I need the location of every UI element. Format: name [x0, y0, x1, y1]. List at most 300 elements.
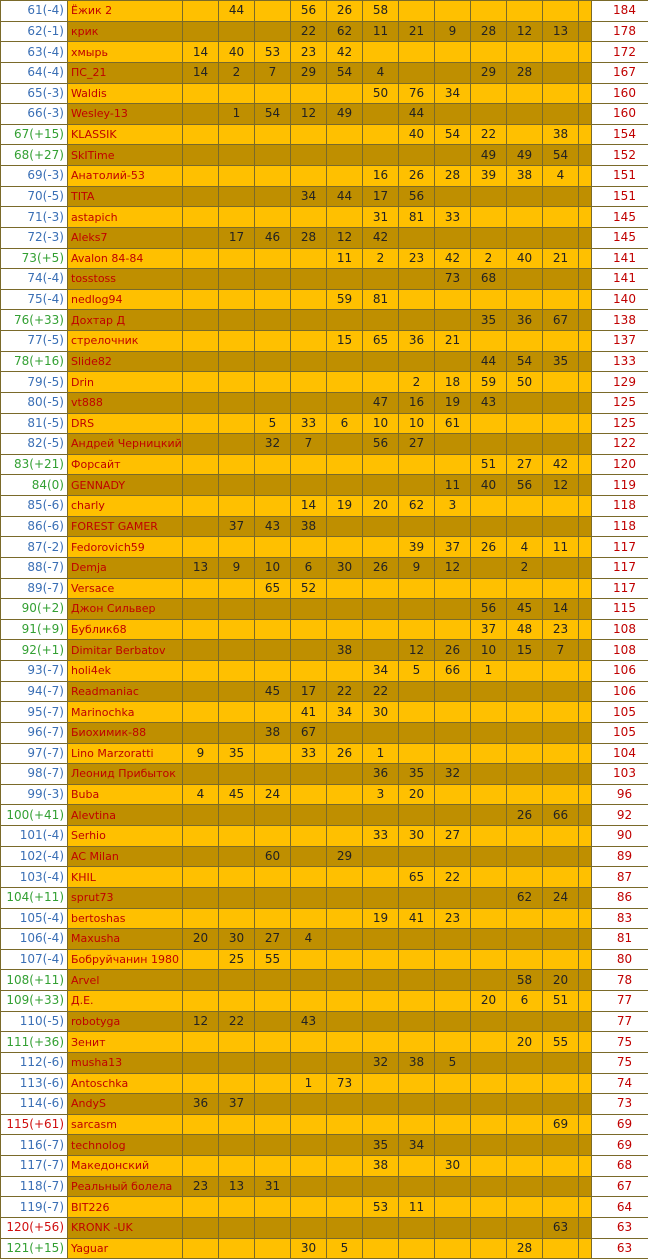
player-name-cell: крик [68, 21, 183, 42]
score-cell [507, 124, 543, 145]
score-cell [219, 372, 255, 393]
total-cell: 75 [592, 1052, 648, 1073]
score-cell [435, 949, 471, 970]
score-cell [183, 908, 219, 929]
player-name-cell: vt888 [68, 392, 183, 413]
total-cell: 137 [592, 331, 648, 352]
spacer-cell [579, 599, 592, 620]
rank-cell: 96(-7) [1, 722, 68, 743]
score-cell: 56 [471, 599, 507, 620]
player-name-cell: DRS [68, 413, 183, 434]
player-name-cell: Demja [68, 557, 183, 578]
score-cell [471, 227, 507, 248]
score-cell [543, 681, 579, 702]
score-cell [255, 1073, 291, 1094]
score-cell: 34 [291, 186, 327, 207]
score-cell [471, 887, 507, 908]
spacer-cell [579, 557, 592, 578]
total-cell: 151 [592, 166, 648, 187]
score-cell [327, 1032, 363, 1053]
score-cell [219, 1238, 255, 1259]
score-cell: 56 [507, 475, 543, 496]
score-cell [363, 454, 399, 475]
score-cell: 4 [291, 929, 327, 950]
score-cell [183, 578, 219, 599]
score-cell [507, 1197, 543, 1218]
total-cell: 63 [592, 1238, 648, 1259]
table-row [1, 867, 648, 888]
player-name-cell: charly [68, 496, 183, 517]
player-name-cell: Wesley-13 [68, 104, 183, 125]
table-row [1, 805, 648, 826]
spacer-cell [579, 166, 592, 187]
score-cell [219, 475, 255, 496]
score-cell [255, 331, 291, 352]
score-cell [255, 83, 291, 104]
score-cell [435, 186, 471, 207]
total-cell: 77 [592, 1011, 648, 1032]
score-cell [471, 826, 507, 847]
score-cell: 12 [543, 475, 579, 496]
score-cell: 62 [327, 21, 363, 42]
player-name-cell: Marinochka [68, 702, 183, 723]
score-cell: 50 [363, 83, 399, 104]
score-cell [471, 949, 507, 970]
score-cell [363, 619, 399, 640]
score-cell [219, 1135, 255, 1156]
score-cell [363, 846, 399, 867]
spacer-cell [579, 1, 592, 22]
score-cell [255, 970, 291, 991]
score-cell [471, 83, 507, 104]
score-cell: 23 [399, 248, 435, 269]
score-cell [291, 248, 327, 269]
score-cell [219, 826, 255, 847]
table-row [1, 83, 648, 104]
score-cell [291, 949, 327, 970]
table-row [1, 207, 648, 228]
score-cell: 45 [255, 681, 291, 702]
score-cell [255, 908, 291, 929]
score-cell [399, 1073, 435, 1094]
score-cell [291, 310, 327, 331]
player-name-cell: Форсайт [68, 454, 183, 475]
spacer-cell [579, 207, 592, 228]
score-cell [183, 227, 219, 248]
total-cell: 108 [592, 619, 648, 640]
score-cell: 21 [435, 331, 471, 352]
score-cell [291, 640, 327, 661]
score-cell: 12 [183, 1011, 219, 1032]
score-cell [399, 722, 435, 743]
spacer-cell [579, 372, 592, 393]
rank-cell: 65(-3) [1, 83, 68, 104]
player-name-cell: AC Milan [68, 846, 183, 867]
score-cell [183, 805, 219, 826]
table-row [1, 21, 648, 42]
score-cell: 73 [327, 1073, 363, 1094]
score-cell [471, 578, 507, 599]
total-cell: 184 [592, 1, 648, 22]
player-name-cell: хмырь [68, 42, 183, 63]
score-cell [291, 661, 327, 682]
score-cell [255, 1011, 291, 1032]
score-cell: 54 [543, 145, 579, 166]
score-cell [291, 207, 327, 228]
score-cell [219, 599, 255, 620]
score-cell [327, 949, 363, 970]
score-cell [363, 949, 399, 970]
rank-cell: 107(-4) [1, 949, 68, 970]
spacer-cell [579, 227, 592, 248]
score-cell: 11 [399, 1197, 435, 1218]
score-cell [543, 186, 579, 207]
score-cell: 39 [471, 166, 507, 187]
score-cell [435, 991, 471, 1012]
score-cell: 63 [543, 1217, 579, 1238]
score-cell: 56 [399, 186, 435, 207]
score-cell [399, 475, 435, 496]
score-cell [255, 372, 291, 393]
score-cell: 25 [219, 949, 255, 970]
score-cell [219, 166, 255, 187]
score-cell: 61 [435, 413, 471, 434]
score-cell [507, 949, 543, 970]
score-cell [399, 619, 435, 640]
score-cell [183, 104, 219, 125]
table-row [1, 372, 648, 393]
table-row [1, 991, 648, 1012]
score-cell: 35 [471, 310, 507, 331]
score-cell: 29 [291, 62, 327, 83]
score-cell [543, 331, 579, 352]
score-cell [291, 867, 327, 888]
rank-cell: 116(-7) [1, 1135, 68, 1156]
score-cell: 14 [183, 62, 219, 83]
score-cell [363, 1238, 399, 1259]
score-cell [507, 661, 543, 682]
score-cell [219, 1114, 255, 1135]
score-cell [543, 743, 579, 764]
score-cell [435, 227, 471, 248]
score-cell [507, 1114, 543, 1135]
spacer-cell [579, 1114, 592, 1135]
score-cell: 12 [327, 227, 363, 248]
rank-cell: 94(-7) [1, 681, 68, 702]
table-row [1, 578, 648, 599]
score-cell: 20 [399, 784, 435, 805]
score-cell [219, 1032, 255, 1053]
score-cell: 26 [363, 557, 399, 578]
score-cell [399, 1032, 435, 1053]
rank-cell: 85(-6) [1, 496, 68, 517]
score-cell [363, 124, 399, 145]
score-cell: 34 [399, 1135, 435, 1156]
player-name-cell: Дохтар Д [68, 310, 183, 331]
score-cell: 45 [507, 599, 543, 620]
rank-cell: 111(+36) [1, 1032, 68, 1053]
score-cell [399, 887, 435, 908]
score-cell: 20 [543, 970, 579, 991]
rank-cell: 69(-3) [1, 166, 68, 187]
score-cell [219, 351, 255, 372]
total-cell: 117 [592, 537, 648, 558]
table-row [1, 846, 648, 867]
score-cell [363, 104, 399, 125]
table-row [1, 557, 648, 578]
score-cell: 6 [327, 413, 363, 434]
score-cell: 7 [255, 62, 291, 83]
table-row [1, 681, 648, 702]
score-cell [255, 207, 291, 228]
table-row [1, 186, 648, 207]
rank-cell: 86(-6) [1, 516, 68, 537]
score-cell [255, 289, 291, 310]
score-cell [327, 269, 363, 290]
score-cell: 5 [327, 1238, 363, 1259]
spacer-cell [579, 1217, 592, 1238]
score-cell [291, 145, 327, 166]
score-cell [435, 62, 471, 83]
rank-cell: 83(+21) [1, 454, 68, 475]
score-cell [219, 887, 255, 908]
score-cell: 23 [435, 908, 471, 929]
score-cell: 17 [291, 681, 327, 702]
score-cell [507, 496, 543, 517]
score-cell [183, 186, 219, 207]
score-cell [219, 434, 255, 455]
score-cell [543, 62, 579, 83]
spacer-cell [579, 908, 592, 929]
score-cell [507, 702, 543, 723]
table-row [1, 1, 648, 22]
score-cell: 48 [507, 619, 543, 640]
score-cell: 36 [363, 764, 399, 785]
score-cell [363, 1114, 399, 1135]
score-cell: 4 [543, 166, 579, 187]
total-cell: 119 [592, 475, 648, 496]
score-cell [399, 145, 435, 166]
score-cell: 67 [291, 722, 327, 743]
total-cell: 178 [592, 21, 648, 42]
score-cell [327, 475, 363, 496]
table-row [1, 516, 648, 537]
score-cell: 42 [543, 454, 579, 475]
score-cell [255, 351, 291, 372]
score-cell [327, 867, 363, 888]
score-cell: 9 [219, 557, 255, 578]
score-cell [327, 619, 363, 640]
score-cell: 35 [399, 764, 435, 785]
player-name-cell: KHIL [68, 867, 183, 888]
score-cell [219, 1156, 255, 1177]
score-cell: 14 [183, 42, 219, 63]
spacer-cell [579, 578, 592, 599]
score-cell: 16 [363, 166, 399, 187]
rank-cell: 92(+1) [1, 640, 68, 661]
score-cell: 37 [471, 619, 507, 640]
score-cell [219, 145, 255, 166]
score-cell [183, 269, 219, 290]
score-cell [543, 1094, 579, 1115]
score-cell: 7 [543, 640, 579, 661]
score-cell: 69 [543, 1114, 579, 1135]
score-cell [255, 537, 291, 558]
total-cell: 68 [592, 1156, 648, 1177]
score-cell [255, 661, 291, 682]
score-cell [327, 599, 363, 620]
score-cell [327, 826, 363, 847]
score-cell [543, 227, 579, 248]
score-cell [327, 145, 363, 166]
score-cell [183, 1238, 219, 1259]
score-cell [507, 1073, 543, 1094]
score-cell [471, 743, 507, 764]
score-cell [255, 186, 291, 207]
score-cell [219, 537, 255, 558]
spacer-cell [579, 784, 592, 805]
table-row [1, 1032, 648, 1053]
score-cell [507, 1217, 543, 1238]
total-cell: 120 [592, 454, 648, 475]
score-cell [471, 867, 507, 888]
table-row [1, 929, 648, 950]
total-cell: 141 [592, 269, 648, 290]
score-cell: 22 [327, 681, 363, 702]
total-cell: 160 [592, 83, 648, 104]
spacer-cell [579, 413, 592, 434]
score-cell: 15 [327, 331, 363, 352]
score-cell [399, 578, 435, 599]
score-cell: 40 [219, 42, 255, 63]
score-cell [507, 269, 543, 290]
score-cell [399, 310, 435, 331]
spacer-cell [579, 949, 592, 970]
score-cell [435, 1114, 471, 1135]
score-cell [507, 867, 543, 888]
player-name-cell: technolog [68, 1135, 183, 1156]
table-row [1, 619, 648, 640]
score-cell: 76 [399, 83, 435, 104]
player-name-cell: BIT226 [68, 1197, 183, 1218]
player-name-cell: Versace [68, 578, 183, 599]
player-name-cell: Serhio [68, 826, 183, 847]
score-cell: 11 [363, 21, 399, 42]
score-cell: 36 [183, 1094, 219, 1115]
player-name-cell: nedlog94 [68, 289, 183, 310]
player-name-cell: FOREST GAMER [68, 516, 183, 537]
table-row [1, 62, 648, 83]
score-cell: 29 [471, 62, 507, 83]
score-cell [507, 1052, 543, 1073]
score-cell [291, 372, 327, 393]
score-cell: 58 [507, 970, 543, 991]
score-cell: 34 [363, 661, 399, 682]
score-cell [543, 207, 579, 228]
score-cell [471, 1052, 507, 1073]
score-cell: 65 [255, 578, 291, 599]
score-cell [219, 805, 255, 826]
score-cell [507, 413, 543, 434]
score-cell [363, 867, 399, 888]
score-cell: 24 [255, 784, 291, 805]
score-cell [399, 1, 435, 22]
score-cell [255, 21, 291, 42]
spacer-cell [579, 929, 592, 950]
score-cell [327, 1011, 363, 1032]
score-cell [399, 42, 435, 63]
score-cell: 19 [435, 392, 471, 413]
score-cell: 59 [471, 372, 507, 393]
score-cell [471, 104, 507, 125]
score-cell [183, 351, 219, 372]
score-cell [471, 1032, 507, 1053]
total-cell: 86 [592, 887, 648, 908]
score-cell: 4 [507, 537, 543, 558]
score-cell [327, 661, 363, 682]
score-cell [255, 619, 291, 640]
score-cell [291, 331, 327, 352]
score-cell [399, 1217, 435, 1238]
score-cell [471, 1156, 507, 1177]
total-cell: 145 [592, 207, 648, 228]
score-cell: 12 [435, 557, 471, 578]
total-cell: 103 [592, 764, 648, 785]
score-cell [291, 351, 327, 372]
score-cell [399, 1094, 435, 1115]
score-cell [255, 1, 291, 22]
total-cell: 74 [592, 1073, 648, 1094]
total-cell: 69 [592, 1114, 648, 1135]
score-cell [471, 681, 507, 702]
table-row [1, 826, 648, 847]
score-cell: 2 [363, 248, 399, 269]
score-cell: 53 [363, 1197, 399, 1218]
rank-cell: 93(-7) [1, 661, 68, 682]
score-cell: 3 [363, 784, 399, 805]
score-cell [183, 454, 219, 475]
score-cell: 50 [507, 372, 543, 393]
score-cell [255, 702, 291, 723]
score-cell: 2 [507, 557, 543, 578]
score-cell [183, 846, 219, 867]
spacer-cell [579, 496, 592, 517]
score-cell: 10 [399, 413, 435, 434]
score-cell [327, 1114, 363, 1135]
score-cell: 13 [183, 557, 219, 578]
score-cell [219, 248, 255, 269]
score-cell [363, 1032, 399, 1053]
score-cell [219, 578, 255, 599]
score-cell: 23 [291, 42, 327, 63]
rank-cell: 63(-4) [1, 42, 68, 63]
total-cell: 154 [592, 124, 648, 145]
rank-cell: 88(-7) [1, 557, 68, 578]
spacer-cell [579, 1176, 592, 1197]
score-cell [363, 145, 399, 166]
player-name-cell: Бублик68 [68, 619, 183, 640]
score-cell: 3 [435, 496, 471, 517]
score-cell: 42 [435, 248, 471, 269]
table-row [1, 1238, 648, 1259]
score-cell [219, 83, 255, 104]
player-name-cell: Зенит [68, 1032, 183, 1053]
rank-cell: 104(+11) [1, 887, 68, 908]
score-cell [507, 1011, 543, 1032]
score-cell [327, 1176, 363, 1197]
score-cell: 13 [219, 1176, 255, 1197]
score-cell: 10 [255, 557, 291, 578]
